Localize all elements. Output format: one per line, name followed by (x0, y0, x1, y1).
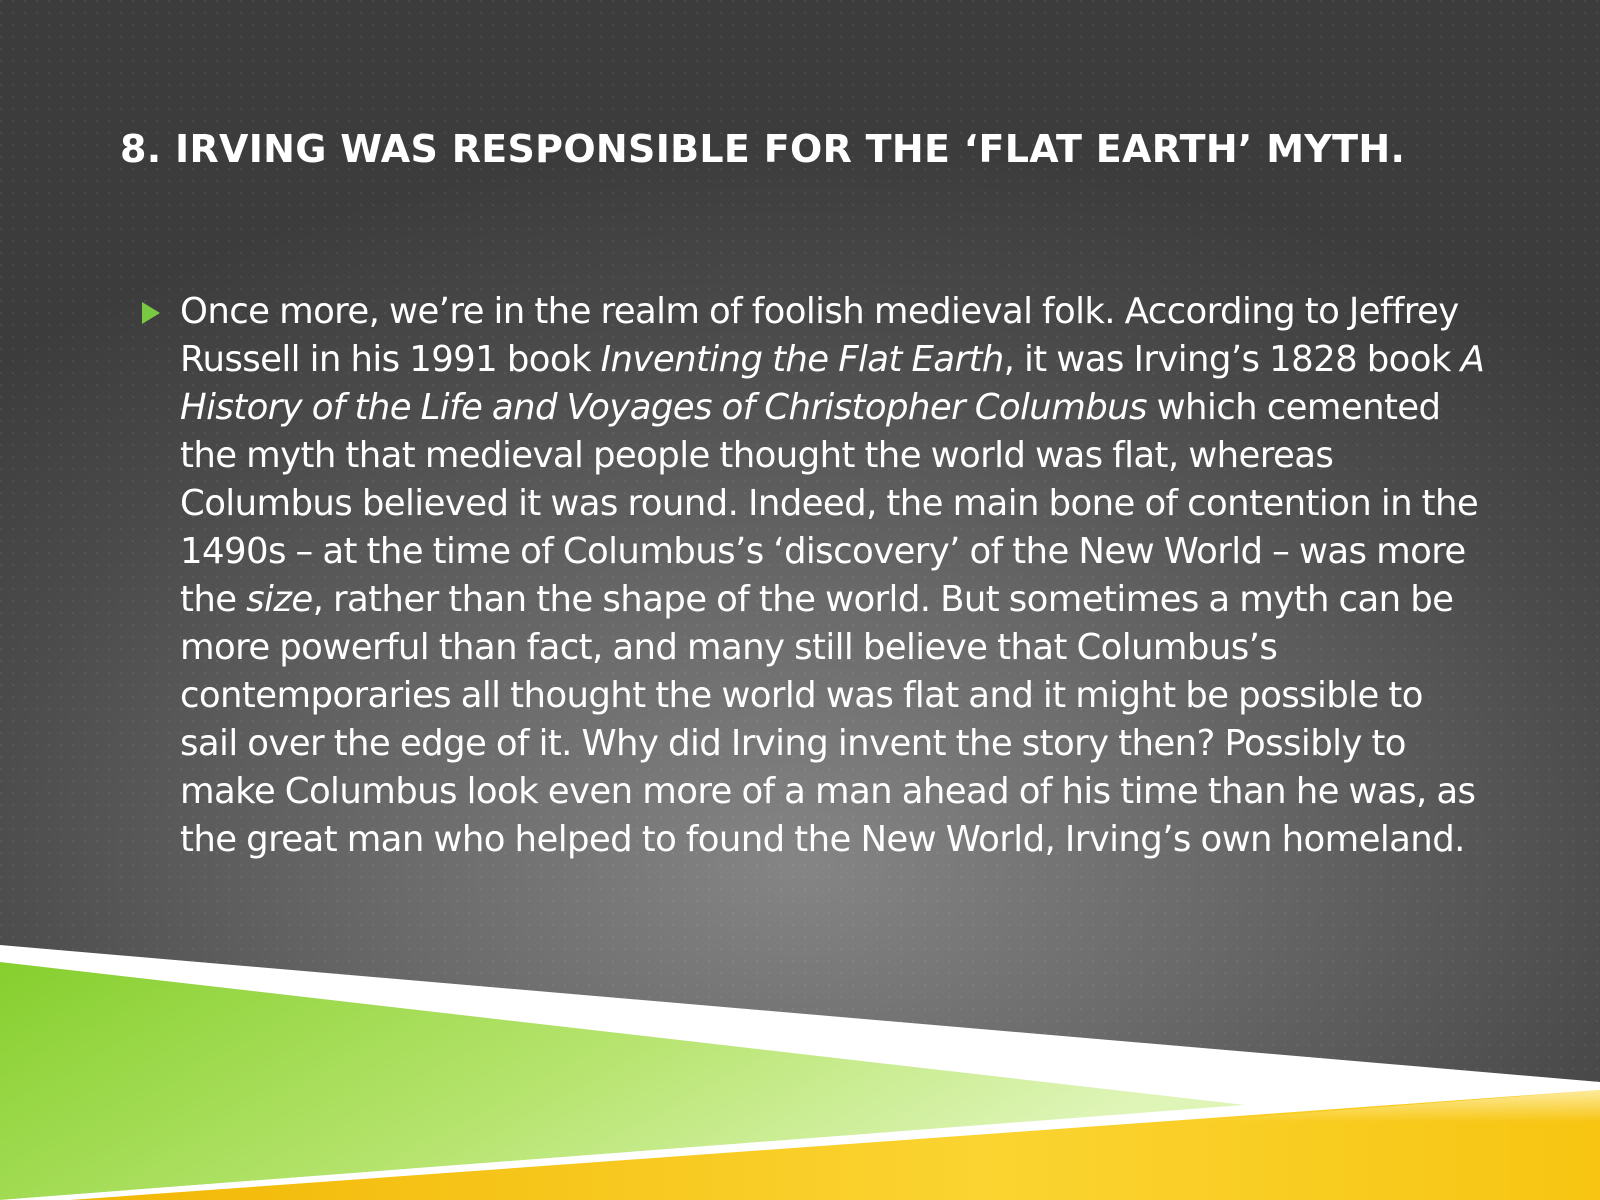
bullet-text-segment: Once more, we’re in the realm of foolish medieval folk. According to Jeffrey Russell in his 1991 book (180, 291, 1459, 380)
bullet-text-segment: , rather than the shape of the world. But sometimes a myth can be more powerful than fact, and many still believe that Columbus’s contemporaries all thought the world was flat and it might be possible to sail over the edge of it. Why did Irving invent the story then? Possibly to make Columbus look even more of a man ahead of his time than he was, as the great man who helped to found the New World, Irving’s own homeland. (180, 579, 1476, 860)
book-title-inventing-flat-earth: Inventing the Flat Earth (600, 339, 1004, 380)
slide-title: 8. IRVING WAS RESPONSIBLE FOR THE ‘FLAT EARTH’ MYTH. (120, 127, 1406, 171)
emphasis-size: size (246, 579, 313, 620)
bullet-text-segment: which cemented the myth that medieval people thought the world was flat, whereas Columbus believed it was round. Indeed, the main bone of contention in the 1490s – at the time of Columbus’s ‘discovery’ of the New World – was more the (180, 387, 1479, 620)
bullet-text-segment: , it was Irving’s 1828 book (1003, 339, 1461, 380)
book-title-history-columbus: A History of the Life and Voyages of Christopher Columbus (180, 339, 1485, 428)
